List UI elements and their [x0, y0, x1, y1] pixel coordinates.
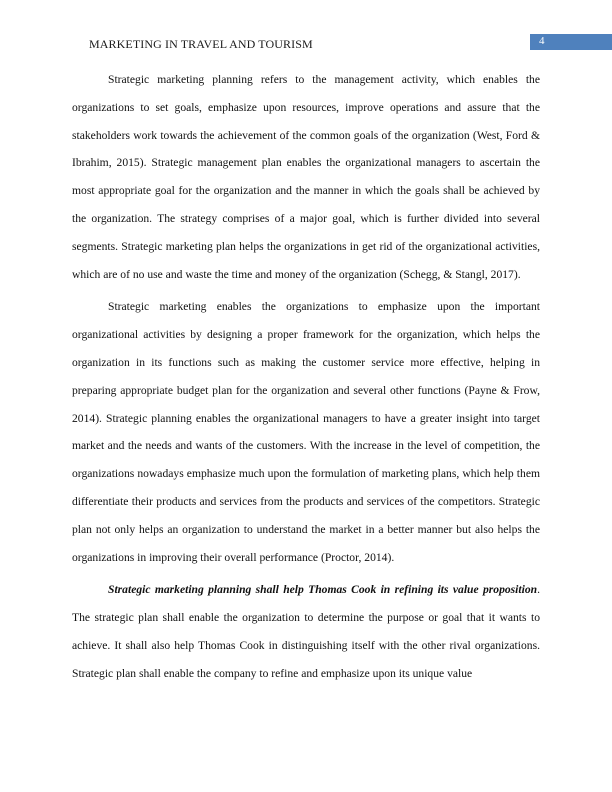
page-number: 4 [539, 35, 545, 47]
page-number-box [530, 34, 612, 50]
run-in-heading: Strategic marketing planning shall help Thomas Cook in refining its value proposition [108, 583, 538, 597]
paragraph-3-text: . The strategic plan shall enable the organization to determine the purpose or goal that it wants to achieve. It shall also help Thomas Cook in distinguishing itself with the other rival organizations. Strategic plan shall enable the company to refine and emphasize upon its unique value [72, 583, 540, 680]
paragraph-3 [72, 576, 540, 687]
running-head: MARKETING IN TRAVEL AND TOURISM [89, 37, 313, 51]
body-text [72, 66, 540, 693]
paragraph-1: Strategic marketing planning refers to the management activity, which enables the organizations to set goals, emphasize upon resources, improve operations and assure that the stakeholders work towards the achievement of the common goals of the organization (West, Ford & Ibrahim, 2015). Strategic management plan enables the organizational managers to ascertain the most appropriate goal for the organization and the manner in which the goals shall be achieved by the organization. The strategy comprises of a major goal, which is further divided into several segments. Strategic marketing plan helps the organizations in get rid of the organizational activities, which are of no use and waste the time and money of the organization (Schegg, & Stangl, 2017). [72, 73, 540, 281]
paragraph-2: Strategic marketing enables the organizations to emphasize upon the important organizational activities by designing a proper framework for the organization, which helps the organization in its functions such as making the customer service more effective, helping in preparing appropriate budget plan for the organization and several other functions (Payne & Frow, 2014). Strategic planning enables the organizational managers to have a greater insight into target market and the needs and wants of the customers. With the increase in the level of competition, the organizations nowadays emphasize much upon the formulation of marketing plans, which help them differentiate their products and services from the products and services of the competitors. Strategic plan not only helps an organization to understand the market in a better manner but also helps the organizations in improving their overall performance (Proctor, 2014). [72, 300, 540, 564]
